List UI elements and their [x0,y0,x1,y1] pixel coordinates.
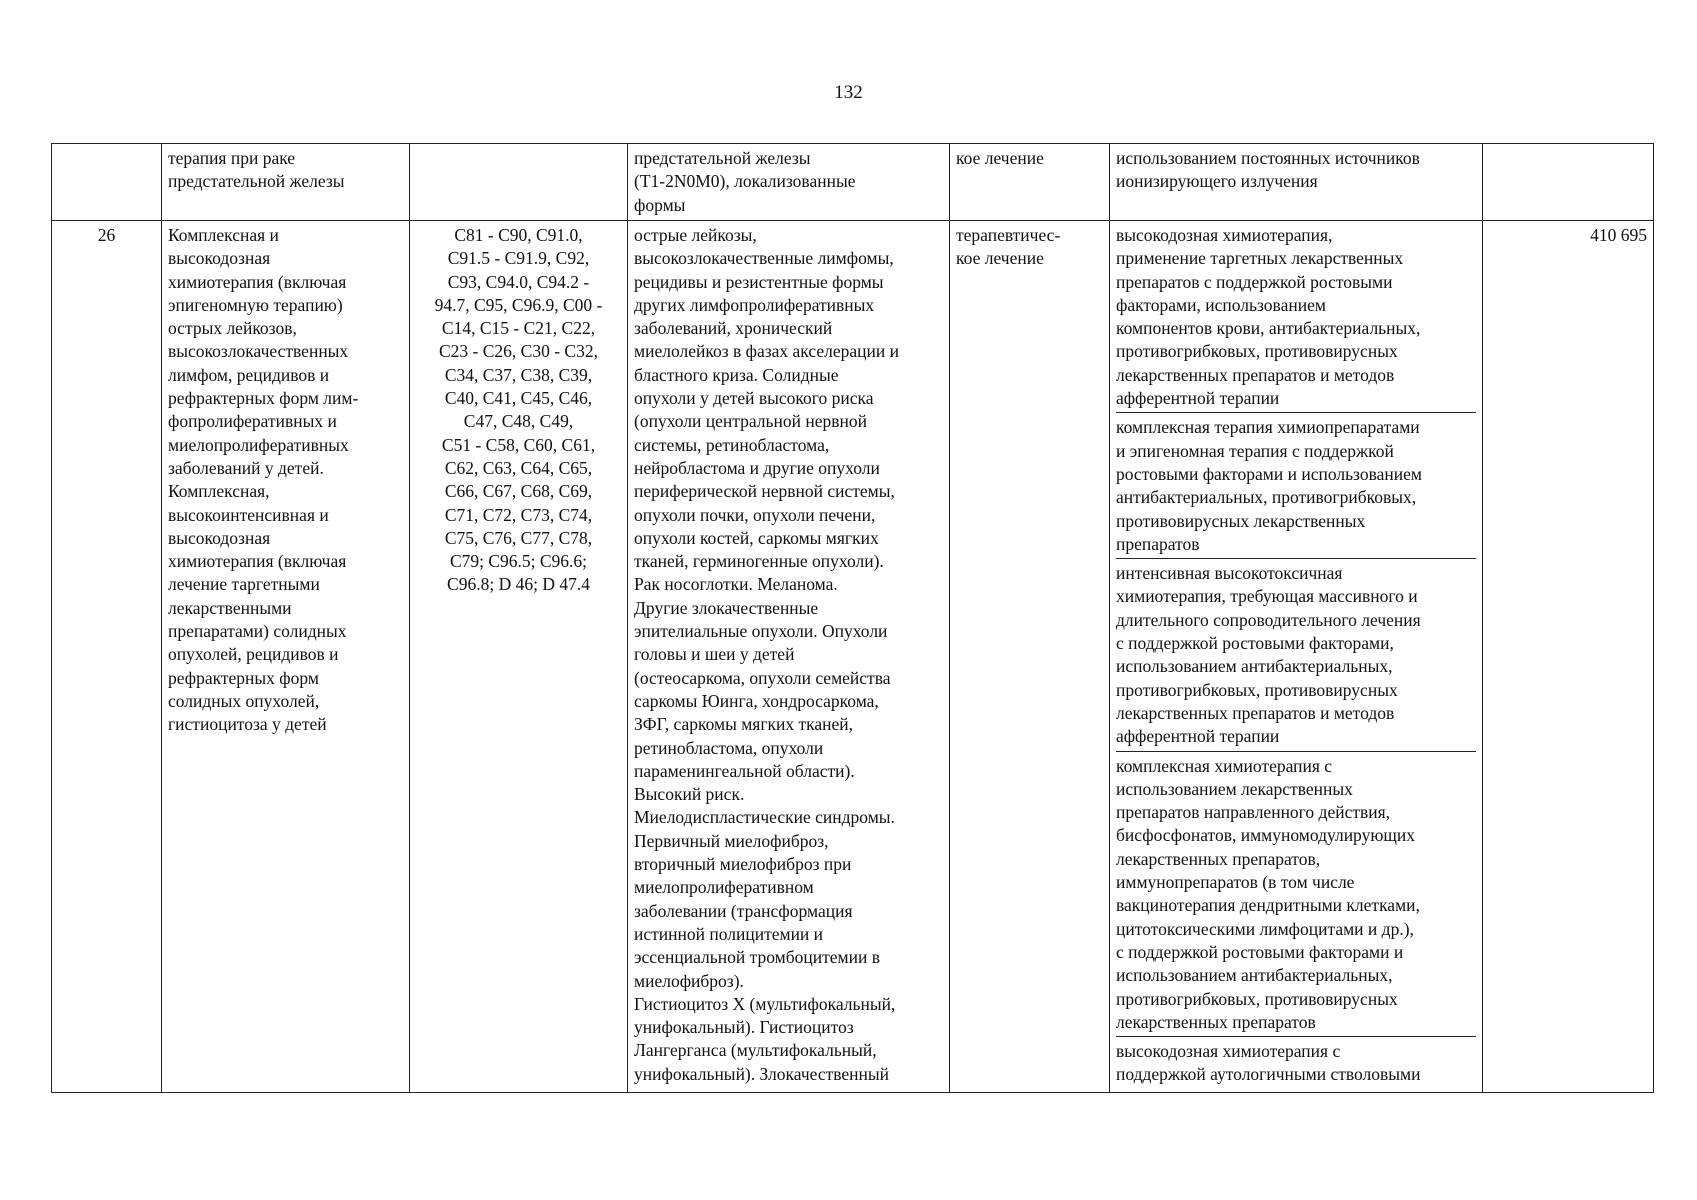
cell-treatment-type-text: терапевтичес- кое лечение [956,225,1061,269]
cell-price-text: 410 695 [1590,225,1647,245]
treatment-method-item: комплексная терапия химиопрепаратами и эпигеномная терапия с поддержкой ростовыми факторами и использованием антибактериальных, противогрибковых, противовирусных лекарственных препаратов [1116,412,1476,558]
treatment-method-item: интенсивная высокотоксичная химиотерапия, требующая массивного и длительного сопроводительного лечения с поддержкой ростовыми факторами, использованием антибактериальных, противогрибковых, противовирусных лекарственных препаратов и методов афферентной терапии [1116,558,1476,750]
cell-treatment-methods [1110,221,1483,1093]
cell-care-name [162,221,410,1093]
treatment-method-item: высокодозная химиотерапия с поддержкой аутологичными стволовыми [1116,1036,1476,1089]
cell-patient-model-text: острые лейкозы, высокозлокачественные лимфомы, рецидивы и резистентные формы других лимфопролиферативных заболеваний, хронический миелолейкоз в фазах акселерации и бластного криза. Солидные опухоли у детей высокого риска (опухоли центральной нервной системы, ретинобластома, нейробластома и другие опухоли периферической нервной системы, опухоли почки, опухоли печени, опухоли костей, саркомы мягких тканей, герминогенные опухоли). Рак носоглотки. Меланома. Другие злокачественные эпителиальные опухоли. Опухоли головы и шеи у детей (остеосаркома, опухоли семейства саркомы Юинга, хондросаркома, ЗФГ, саркомы мягких тканей, ретинобластома, опухоли параменингеальной области). Высокий риск. Миелодиспластические синдромы. Первичный миелофиброз, вторичный миелофиброз при миелопролиферативном заболевании (трансформация истинной полицитемии и эссенциальной тромбоцитемии в миелофиброз). Гистиоцитоз Х (мультифокальный, унифокальный). Гистиоцитоз Лангерганса (мультифокальный, унифокальный). Злокачественный [634,225,899,1084]
cell-care-name-text: Комплексная и высокодозная химиотерапия (включая эпигеномную терапию) острых лейкозов, высокозлокачественных лимфом, рецидивов и рефрактерных форм лим- фопролиферативных и миелопролиферативных заболеваний у детей. Комплексная, высокоинтенсивная и высокодозная химиотерапия (включая лечение таргетными лекарственными препаратами) солидных опухолей, рецидивов и рефрактерных форм солидных опухолей, гистиоцитоза у детей [168,225,359,735]
cell-patient-model [628,221,950,1093]
cell-price [1483,221,1654,1093]
table-row-26 [52,221,1654,1093]
cell-care-name: терапия при раке предстательной железы [162,144,410,221]
cell-icd-codes [410,144,628,221]
cell-number-text: 26 [97,225,116,245]
treatment-method-item: высокодозная химиотерапия, применение таргетных лекарственных препаратов с поддержкой ростовыми факторами, использованием компонентов крови, антибактериальных, противогрибковых, противовирусных лекарственных препаратов и методов афферентной терапии [1116,225,1421,409]
cell-treatment-method: использованием постоянных источников ионизирующего излучения [1110,144,1483,221]
cell-number [52,144,162,221]
cell-price [1483,144,1654,221]
cell-treatment-type [950,221,1110,1093]
treatment-methods-list [1116,224,1476,1090]
table-row-continued [52,144,1654,221]
cell-patient-model: предстательной железы (T1-2N0M0), локализованные формы [628,144,950,221]
care-methods-table [51,143,1654,1093]
cell-icd-codes-text: C81 - C90, C91.0, C91.5 - C91.9, C92, C93, C94.0, C94.2 - 94.7, C95, C96.9, C00 - C14, C15 - C21, C22, C23 - C26, C30 - C32, C34, C37, C38, C39, C40, C41, C45, C46, C47, C48, C49, C51 - C58, C60, C61, C62, C63, C64, C65, C66, C67, C68, C69, C71, C72, C73, C74, C75, C76, C77, C78, C79; C96.5; C96.6; C96.8; D 46; D 47.4 [434,225,603,595]
page-number: 132 [834,82,863,103]
cell-icd-codes [410,221,628,1093]
treatment-method-item: комплексная химиотерапия с использованием лекарственных препаратов направленного действия, бисфосфонатов, иммуномодулирующих лекарственных препаратов, иммунопрепаратов (в том числе вакцинотерапия дендритными клетками, цитотоксическими лимфоцитами и др.), с поддержкой ростовыми факторами и использованием антибактериальных, противогрибковых, противовирусных лекарственных препаратов [1116,751,1476,1037]
cell-treatment-type: кое лечение [950,144,1110,221]
cell-number [52,221,162,1093]
